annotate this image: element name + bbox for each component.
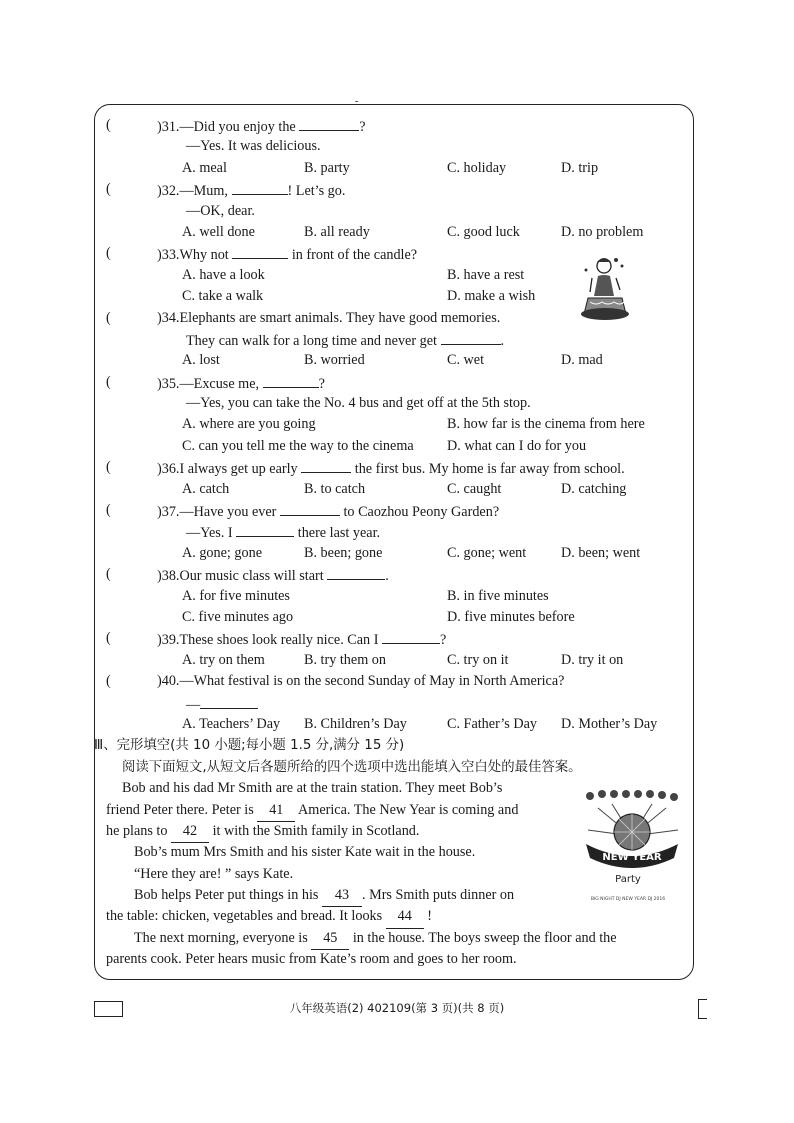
- option-b[interactable]: B. have a rest: [447, 266, 525, 283]
- answer-blank: [232, 243, 288, 259]
- page-footer: 八年级英语(2) 402109(第 3 页)(共 8 页): [289, 1001, 505, 1015]
- blank-44[interactable]: 44: [386, 906, 424, 928]
- blank-43[interactable]: 43: [322, 885, 362, 907]
- option-d[interactable]: D. catching: [561, 480, 627, 497]
- option-d[interactable]: D. mad: [561, 352, 603, 369]
- answer-blank: [301, 457, 351, 473]
- q40-options: [104, 714, 688, 735]
- option-a[interactable]: A. lost: [182, 352, 220, 369]
- option-a[interactable]: A. gone; gone: [182, 544, 262, 561]
- girl-cake-illustration: [578, 252, 636, 328]
- option-c[interactable]: C. try on it: [447, 651, 509, 668]
- answer-blank: [200, 693, 258, 709]
- passage-line: parents cook. Peter hears music from Kate’s room and goes to her room.: [106, 951, 517, 968]
- q37-reply: —Yes. I there last year.: [186, 521, 380, 544]
- q33-stem: ( )33.Why not in front of the candle?: [106, 245, 418, 264]
- option-a[interactable]: A. catch: [182, 480, 230, 497]
- blank-41[interactable]: 41: [257, 800, 295, 822]
- q37-stem: ( )37.—Have you ever to Caozhou Peony Garden?: [106, 502, 500, 521]
- option-b[interactable]: B. party: [304, 159, 350, 176]
- passage-line: The next morning, everyone is 45 in the house. The boys sweep the floor and the: [104, 928, 688, 949]
- q34-options: [104, 350, 688, 371]
- option-b[interactable]: B. Children’s Day: [304, 715, 407, 732]
- option-c[interactable]: C. caught: [447, 480, 502, 497]
- q38-options-row2: [104, 607, 688, 628]
- option-b[interactable]: B. been; gone: [304, 544, 383, 561]
- option-c[interactable]: C. good luck: [447, 223, 520, 240]
- new-year-party-illustration: [578, 786, 686, 904]
- passage-line: Bob helps Peter put things in his 43 . Mrs Smith puts dinner on: [104, 885, 688, 906]
- passage-line: the table: chicken, vegetables and bread. It looks 44 !: [104, 906, 688, 927]
- option-c[interactable]: C. gone; went: [447, 544, 527, 561]
- option-a[interactable]: A. where are you going: [182, 416, 316, 433]
- option-d[interactable]: D. been; went: [561, 544, 641, 561]
- answer-paren[interactable]: (: [106, 502, 111, 519]
- answer-paren[interactable]: (: [106, 181, 111, 198]
- option-a[interactable]: A. Teachers’ Day: [182, 715, 281, 732]
- q31-stem: ( )31.—Did you enjoy the ?: [106, 117, 366, 135]
- banner-text: NEW YEAR: [602, 852, 662, 863]
- q39-stem: ( )39.These shoes look really nice. Can I ?: [106, 630, 447, 649]
- q40-stem: ( )40.—What festival is on the second Sunday of May in North America?: [104, 671, 688, 692]
- option-b[interactable]: B. how far is the cinema from here: [447, 416, 645, 433]
- q37-options: [104, 543, 688, 564]
- party-text: Party: [615, 874, 641, 885]
- option-c[interactable]: C. can you tell me the way to the cinema: [182, 437, 414, 454]
- answer-blank: [441, 329, 501, 345]
- answer-paren[interactable]: (: [106, 566, 111, 583]
- option-d[interactable]: D. trip: [561, 159, 599, 176]
- q34-stem-line2: They can walk for a long time and never get .: [186, 329, 504, 352]
- footer-box-right: [698, 999, 707, 1019]
- option-d[interactable]: D. Mother’s Day: [561, 715, 658, 732]
- passage-line: he plans to 42 it with the Smith family in Scotland.: [104, 821, 688, 842]
- q32-options: [104, 222, 688, 243]
- answer-paren[interactable]: (: [106, 117, 111, 133]
- option-a[interactable]: A. well done: [182, 223, 255, 240]
- passage-line: “Here they are! ” says Kate.: [134, 865, 294, 882]
- option-b[interactable]: B. all ready: [304, 223, 370, 240]
- top-mark: -: [355, 96, 359, 107]
- answer-blank: [236, 521, 294, 537]
- q35-options-row1: [104, 414, 688, 435]
- option-c[interactable]: C. five minutes ago: [182, 608, 294, 625]
- q35-stem: ( )35.—Excuse me, ?: [106, 373, 325, 392]
- q39-options: [104, 650, 688, 671]
- q38-stem: ( )38.Our music class will start .: [106, 566, 389, 585]
- q31-options: [104, 158, 688, 179]
- option-b[interactable]: B. to catch: [304, 480, 366, 497]
- option-c[interactable]: C. holiday: [447, 159, 507, 176]
- answer-blank: [280, 500, 340, 516]
- blank-45[interactable]: 45: [311, 928, 349, 950]
- q36-options: [104, 479, 688, 500]
- answer-paren[interactable]: (: [106, 245, 111, 262]
- answer-blank: [299, 115, 359, 131]
- option-d[interactable]: D. what can I do for you: [447, 437, 587, 454]
- option-c[interactable]: C. wet: [447, 352, 485, 369]
- section3-instruction: 阅读下面短文,从短文后各题所给的四个选项中选出能填入空白处的最佳答案。: [122, 759, 582, 775]
- answer-paren[interactable]: (: [106, 373, 111, 390]
- q40-reply: —: [186, 693, 258, 716]
- answer-blank: [327, 564, 385, 580]
- passage-line: friend Peter there. Peter is 41 America. The New Year is coming and: [104, 800, 688, 821]
- q34-stem: ( )34.Elephants are smart animals. They have good memories.: [104, 308, 688, 329]
- option-b[interactable]: B. worried: [304, 352, 365, 369]
- q35-reply: —Yes, you can take the No. 4 bus and get off at the 5th stop.: [186, 395, 531, 412]
- option-a[interactable]: A. have a look: [182, 266, 265, 283]
- q36-stem: ( )36.I always get up early the first bus. My home is far away from school.: [106, 459, 625, 478]
- option-d[interactable]: D. no problem: [561, 223, 644, 240]
- answer-blank: [263, 372, 319, 388]
- option-b[interactable]: B. try them on: [304, 651, 386, 668]
- q35-options-row2: [104, 436, 688, 457]
- option-d[interactable]: D. five minutes before: [447, 608, 575, 625]
- passage-line: Bob’s mum Mrs Smith and his sister Kate wait in the house.: [134, 844, 476, 861]
- option-a[interactable]: A. for five minutes: [182, 587, 290, 604]
- answer-paren[interactable]: (: [106, 630, 111, 647]
- answer-blank: [232, 179, 288, 195]
- option-b[interactable]: B. in five minutes: [447, 587, 549, 604]
- answer-paren[interactable]: (: [106, 673, 111, 690]
- option-d[interactable]: D. try it on: [561, 651, 624, 668]
- q32-stem: ( )32.—Mum, ! Let’s go.: [106, 181, 346, 200]
- q38-options-row1: [104, 586, 688, 607]
- option-a[interactable]: A. meal: [182, 159, 227, 176]
- answer-paren[interactable]: (: [106, 309, 111, 326]
- option-c[interactable]: C. take a walk: [182, 288, 264, 305]
- passage-line: Bob and his dad Mr Smith are at the train station. They meet Bob’s: [122, 780, 503, 797]
- answer-paren[interactable]: (: [106, 459, 111, 476]
- small-caption: BIG NIGHT DJ NEW YEAR DJ 2016: [590, 897, 666, 902]
- q32-reply: —OK, dear.: [186, 202, 255, 219]
- blank-42[interactable]: 42: [171, 821, 209, 843]
- answer-blank: [382, 628, 440, 644]
- option-c[interactable]: C. Father’s Day: [447, 715, 537, 732]
- option-a[interactable]: A. try on them: [182, 651, 265, 668]
- q31-reply: —Yes. It was delicious.: [186, 138, 321, 155]
- section3-title: Ⅲ、完形填空(共 10 小题;每小题 1.5 分,满分 15 分): [94, 738, 405, 754]
- option-d[interactable]: D. make a wish: [447, 288, 536, 305]
